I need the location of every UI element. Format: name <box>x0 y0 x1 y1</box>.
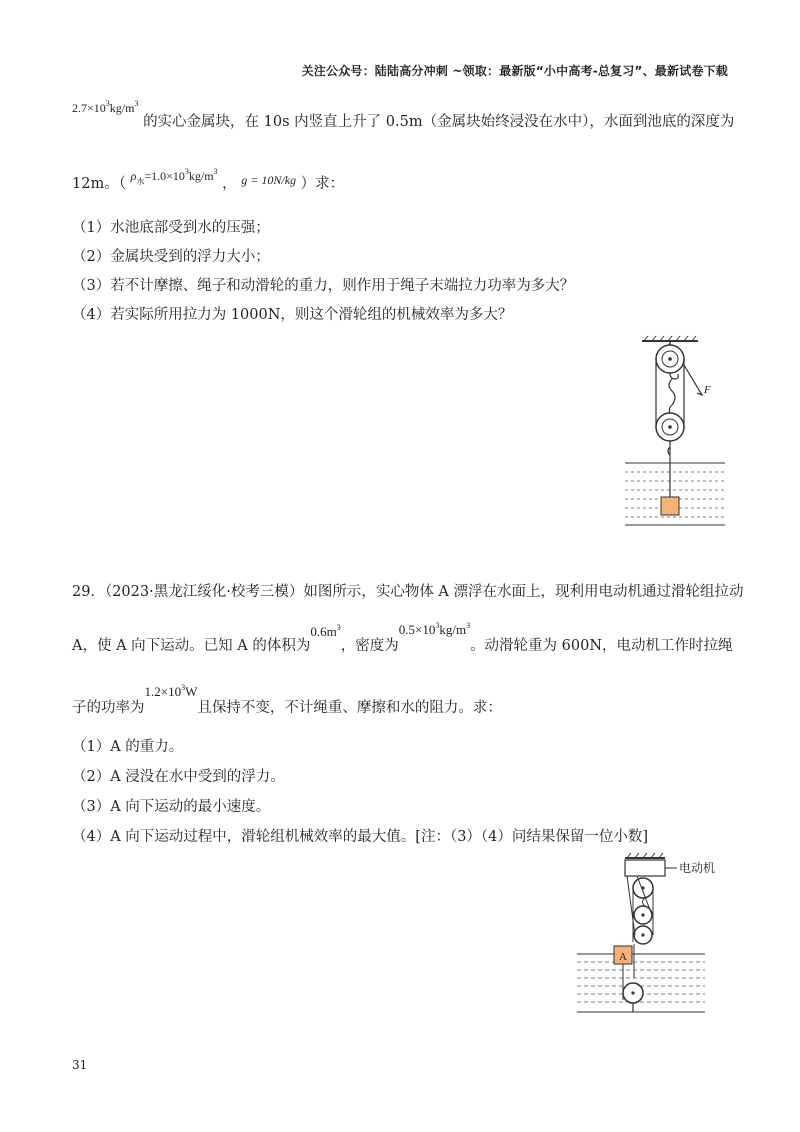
page-header: 关注公众号：陆陆高分冲刺 ~领取：最新版“小中高考-总复习”、最新试卷下载 <box>301 64 728 78</box>
q28-line2: 12m。（ $\rho_水=1.0\times 10^3kg/m^3$ ， $^{g = 10N/kg}$ ）求： <box>72 167 345 192</box>
q29-part-1: （1）A 的重力。 <box>72 739 184 755</box>
q28-part-1: （1）水池底部受到水的压强； <box>72 220 270 236</box>
q28-part-4: （4）若实际所用拉力为 1000N，则这个滑轮组的机械效率为多大？ <box>72 307 513 323</box>
q29-part-3: （3）A 向下运动的最小速度。 <box>72 799 271 815</box>
q28-part-2: （2）金属块受到的浮力大小； <box>72 249 270 265</box>
force-label: F <box>704 384 711 396</box>
q29-line1: 29．（2023·黑龙江绥化·校考三模）如图所示，实心物体 A 漂浮在水面上，现利用电动机通过滑轮组拉动 <box>72 584 744 600</box>
q29-line3: 子的功率为$1.2\times 10^3W$且保持不变，不计绳重、摩擦和水的阻力。求： <box>72 683 502 716</box>
q29-part-2: （2）A 浸没在水中受到的浮力。 <box>72 769 285 785</box>
q29-part-4: （4）A 向下运动过程中，滑轮组机械效率的最大值。[注：（3）（4）问结果保留一位小数] <box>72 829 649 845</box>
block-label: A <box>619 951 627 963</box>
q29-line2: A，使 A 向下运动。已知 A 的体积为$0.6m^3$，密度为$0.5\times 10^3kg/m^3$。动滑轮重为 600N，电动机工作时拉绳 <box>72 621 733 654</box>
q29-pulley-figure <box>575 850 735 1015</box>
page-number: 31 <box>72 1058 88 1072</box>
q28-part-3: （3）若不计摩擦、绳子和动滑轮的重力，则作用于绳子末端拉力功率为多大？ <box>72 278 575 294</box>
q28-line1: $2.7\times 10^3kg/m^3$ 的实心金属块，在 10s 内竖直上升了 0.5m（金属块始终浸没在水中），水面到池底的深度为 <box>72 99 735 130</box>
q28-pulley-figure <box>620 335 730 530</box>
motor-label: 电动机 <box>679 861 716 875</box>
